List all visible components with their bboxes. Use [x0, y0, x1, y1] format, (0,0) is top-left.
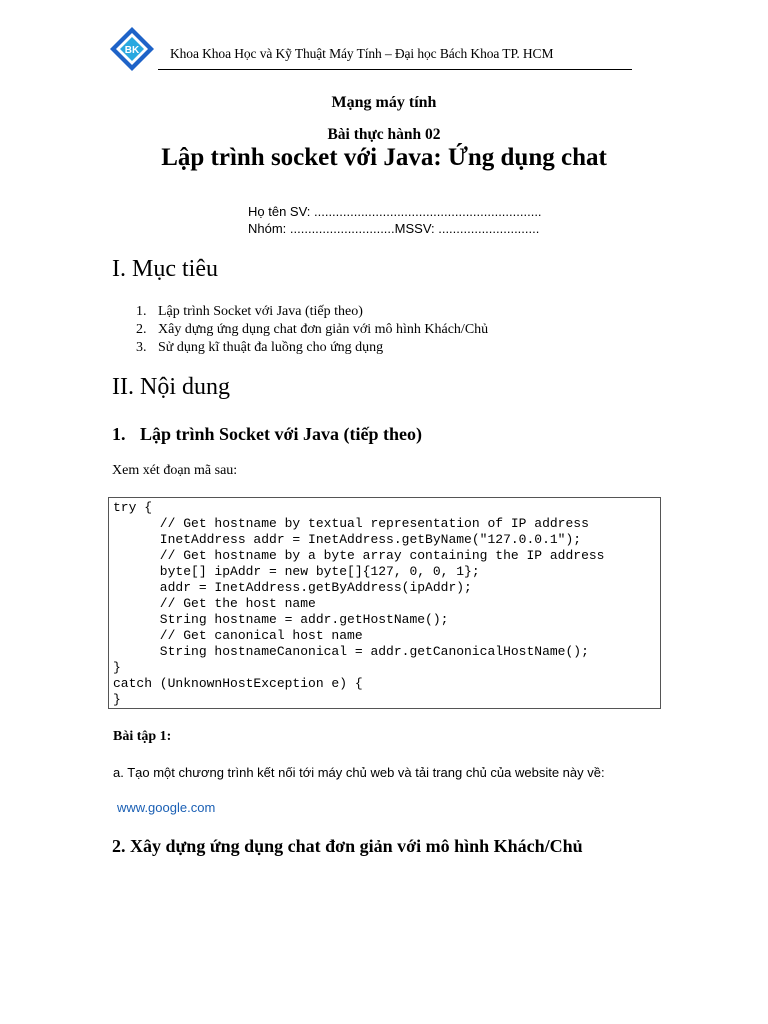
- subsection-1-heading: 1. Lập trình Socket với Java (tiếp theo): [112, 424, 422, 444]
- code-line: }: [113, 660, 121, 675]
- document-title: Lập trình socket với Java: Ứng dụng chat: [161, 144, 607, 171]
- code-line: // Get the host name: [113, 596, 316, 611]
- code-line: // Get canonical host name: [113, 628, 363, 643]
- code-line: }: [113, 692, 121, 707]
- code-block: [108, 497, 661, 709]
- code-line: // Get hostname by a byte array containing the IP address: [113, 548, 605, 563]
- subsection-2-heading: 2. Xây dựng ứng dụng chat đơn giản với mô hình Khách/Chủ: [112, 836, 583, 856]
- code-line: catch (UnknownHostException e) {: [113, 676, 363, 691]
- exercise-label: Bài tập 1:: [113, 729, 172, 744]
- objectives-list: [136, 303, 488, 357]
- code-line: try {: [113, 500, 153, 515]
- svg-text:BK: BK: [124, 45, 140, 56]
- list-item: 2. Xây dựng ứng dụng chat đơn giản với mô hình Khách/Chủ: [136, 322, 489, 337]
- list-item: 1. Lập trình Socket với Java (tiếp theo): [136, 304, 363, 319]
- institution-name: Khoa Khoa Học và Kỹ Thuật Máy Tính – Đại học Bách Khoa TP. HCM: [170, 46, 554, 61]
- list-item: 3. Sử dụng kĩ thuật đa luồng cho ứng dụng: [136, 340, 384, 355]
- lab-number: Bài thực hành 02: [327, 126, 441, 143]
- exercise-task: a. Tạo một chương trình kết nối tới máy chủ web và tải trang chủ của website này về:: [113, 765, 605, 780]
- code-line: String hostname = addr.getHostName();: [113, 612, 449, 627]
- content-heading: II. Nội dung: [112, 374, 230, 400]
- google-link[interactable]: www.google.com: [117, 800, 216, 815]
- university-logo: [109, 26, 155, 72]
- student-group-line: Nhóm: .............................MSSV: ............................: [248, 221, 540, 236]
- code-intro: Xem xét đoạn mã sau:: [112, 463, 238, 478]
- course-name: Mạng máy tính: [331, 94, 437, 111]
- objectives-heading: I. Mục tiêu: [112, 256, 218, 282]
- code-line: addr = InetAddress.getByAddress(ipAddr);: [113, 580, 472, 595]
- header-divider: [158, 69, 632, 70]
- code-line: byte[] ipAddr = new byte[]{127, 0, 0, 1};: [113, 564, 480, 579]
- code-line: InetAddress addr = InetAddress.getByName("127.0.0.1");: [113, 532, 582, 547]
- code-line: String hostnameCanonical = addr.getCanonicalHostName();: [113, 644, 589, 659]
- student-name-line: Họ tên SV: ...............................................................: [248, 204, 542, 219]
- code-line: // Get hostname by textual representation of IP address: [113, 516, 589, 531]
